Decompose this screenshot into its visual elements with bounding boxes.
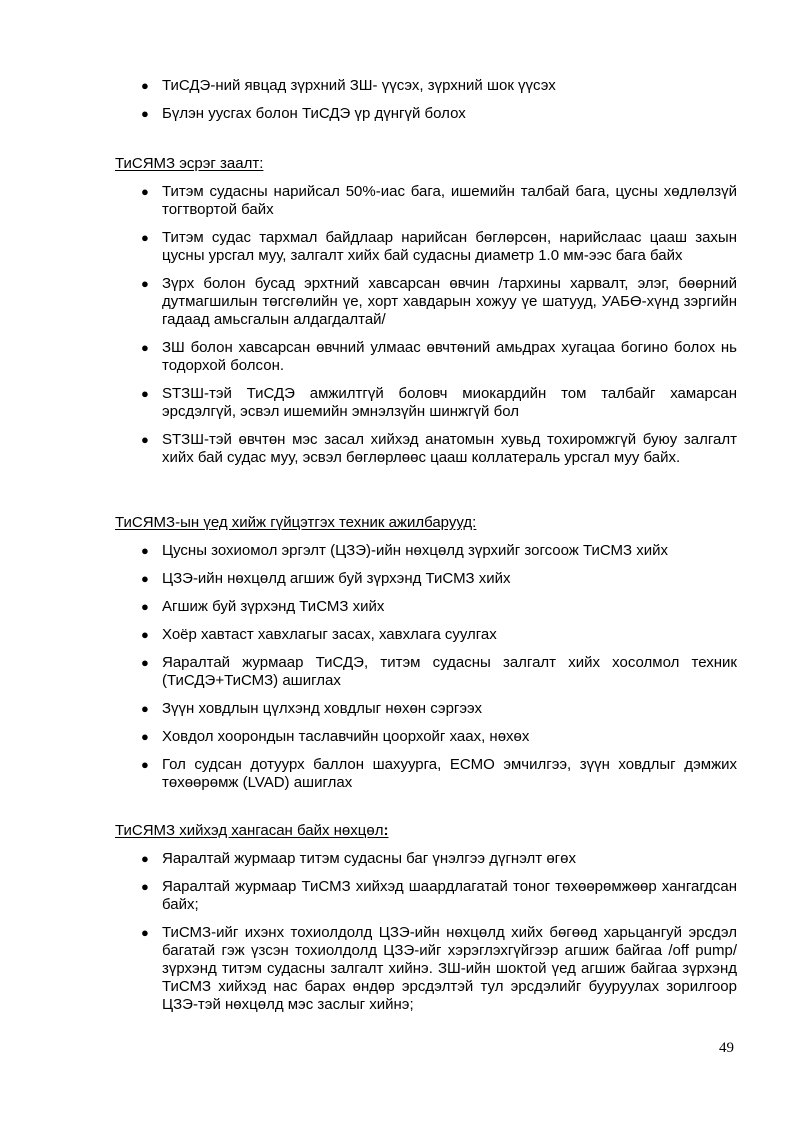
conditions-heading-colon: : <box>383 822 389 839</box>
list-item <box>0 878 737 914</box>
list-item-text: Зүрх болон бусад эрхтний хавсарсан өвчин /тархины харвалт, элэг, бөөрний дутмагшилын төгсгөлийн үе, хорт хавдарын хожуу үе шатууд, УАБӨ-хүнд зэргийн гадаад амьсгалын алдагдалтай/ <box>162 275 737 328</box>
list-item-text: Гол судсан дотуурх баллон шахуурга, ECMO эмчилгээ, зүүн ховдлыг дэмжих төхөөрөмж (LVAD) ашиглах <box>162 756 737 791</box>
list-item-text: Яаралтай журмаар ТиСМЗ хийхэд шаардлагатай тоног төхөөрөмжөөр хангагдсан байх; <box>162 878 737 913</box>
list-item <box>0 77 737 95</box>
conditions-list <box>0 850 793 1014</box>
list-item-text: Ховдол хоорондын таславчийн цоорхойг хаах, нөхөх <box>162 728 530 745</box>
bullet-icon: ● <box>141 340 149 355</box>
bullet-icon: ● <box>141 851 149 866</box>
list-item <box>0 850 737 868</box>
list-item <box>0 700 737 718</box>
list-item-text: ЦЗЭ-ийн нөхцөлд агшиж буй зүрхэнд ТиСМЗ хийх <box>162 570 511 587</box>
bullet-icon: ● <box>141 729 149 744</box>
list-item <box>0 183 737 219</box>
list-item <box>0 924 737 1014</box>
bullet-icon: ● <box>141 757 149 772</box>
list-item <box>0 626 737 644</box>
bullet-icon: ● <box>141 106 149 121</box>
list-item-text: STЗШ-тэй өвчтөн мэс засал хийхэд анатомын хувьд тохиромжгүй буюу залгалт хийх бай судас муу, эсвэл бөглөрлөөс цааш коллатераль урсгал муу байх. <box>162 431 737 466</box>
list-item <box>0 385 737 421</box>
list-item-text: Зүүн ховдлын цүлхэнд ховдлыг нөхөн сэргээх <box>162 700 483 717</box>
bullet-icon: ● <box>141 627 149 642</box>
bullet-icon: ● <box>141 701 149 716</box>
bullet-icon: ● <box>141 276 149 291</box>
conditions-heading-text: ТиСЯМЗ хийхэд хангасан байх нөхцөл <box>115 822 384 839</box>
bullet-icon: ● <box>141 571 149 586</box>
list-item <box>0 229 737 265</box>
list-item-text: ТиСМЗ-ийг ихэнх тохиолдолд ЦЗЭ-ийн нөхцөлд хийх бөгөөд харьцангуй эрсдэл багатай гэж үзсэн тохиолдолд ЦЗЭ-ийг хэрэглэхгүйгээр агшиж байгаа /off pump/ зүрхэнд титэм судасны залгалт хийнэ. ЗШ-ийн шоктой үед агшиж байгаа зүрхэнд ТиСМЗ хийхэд нас барах өндөр эрсдэлтэй тул эрсдэлийг бууруулах зорилгоор ЦЗЭ-тэй нөхцөлд мэс заслыг хийнэ; <box>162 924 737 1013</box>
list-item <box>0 339 737 375</box>
list-item-text: ЗШ болон хавсарсан өвчний улмаас өвчтөний амьдрах хугацаа богино болох нь тодорхой болсон. <box>162 339 737 374</box>
techniques-heading: ТиСЯМЗ-ын үед хийж гүйцэтгэх техник ажилбарууд: <box>115 514 477 531</box>
list-item-text: Цусны зохиомол эргэлт (ЦЗЭ)-ийн нөхцөлд зүрхийг зогсоож ТиСМЗ хийх <box>162 542 669 559</box>
list-item <box>0 756 737 792</box>
list-item <box>0 598 737 616</box>
bullet-icon: ● <box>141 386 149 401</box>
list-item-text: ТиСДЭ-ний явцад зүрхний ЗШ- үүсэх, зүрхний шок үүсэх <box>162 77 556 94</box>
list-item <box>0 654 737 690</box>
list-item-text: Хоёр хавтаст хавхлагыг засах, хавхлага суулгах <box>162 626 497 643</box>
bullet-icon: ● <box>141 879 149 894</box>
list-item-text: STЗШ-тэй ТиСДЭ амжилтгүй боловч миокардийн том талбайг хамарсан эрсдэлгүй, эсвэл ишемийн эмнэлзүйн шинжгүй бол <box>162 385 737 420</box>
intro-bullet-list <box>0 77 793 123</box>
bullet-icon: ● <box>141 432 149 447</box>
list-item-text: Бүлэн уусгах болон ТиСДЭ үр дүнгүй болох <box>162 105 466 122</box>
list-item <box>0 570 737 588</box>
bullet-icon: ● <box>141 184 149 199</box>
bullet-icon: ● <box>141 543 149 558</box>
list-item <box>0 728 737 746</box>
list-item-text: Яаралтай журмаар титэм судасны баг үнэлгээ дүгнэлт өгөх <box>162 850 576 867</box>
bullet-icon: ● <box>141 230 149 245</box>
list-item-text: Титэм судасны нарийсал 50%-иас бага, ишемийн талбай бага, цусны хөдлөлзүй тогтвортой байх <box>162 183 737 218</box>
list-item <box>0 275 737 329</box>
list-item <box>0 542 737 560</box>
list-item-text: Титэм судас тархмал байдлаар нарийсан бөглөрсөн, нарийслаас цааш захын цусны урсгал муу, залгалт хийх бай судасны диаметр 1.0 мм-ээс бага байх <box>162 229 737 264</box>
page-number: 49 <box>719 1040 734 1056</box>
list-item <box>0 431 737 485</box>
techniques-list <box>0 542 793 792</box>
list-item-text: Агшиж буй зүрхэнд ТиСМЗ хийх <box>162 598 385 615</box>
bullet-icon: ● <box>141 599 149 614</box>
contraindications-list <box>0 183 793 485</box>
contraindications-heading: ТиСЯМЗ эсрэг заалт: <box>115 155 264 172</box>
bullet-icon: ● <box>141 78 149 93</box>
bullet-icon: ● <box>141 925 149 940</box>
list-item <box>0 105 737 123</box>
bullet-icon: ● <box>141 655 149 670</box>
conditions-heading <box>115 822 388 840</box>
list-item-text: Яаралтай журмаар ТиСДЭ, титэм судасны залгалт хийх хосолмол техник (ТиСДЭ+ТиСМЗ) ашиглах <box>162 654 737 689</box>
